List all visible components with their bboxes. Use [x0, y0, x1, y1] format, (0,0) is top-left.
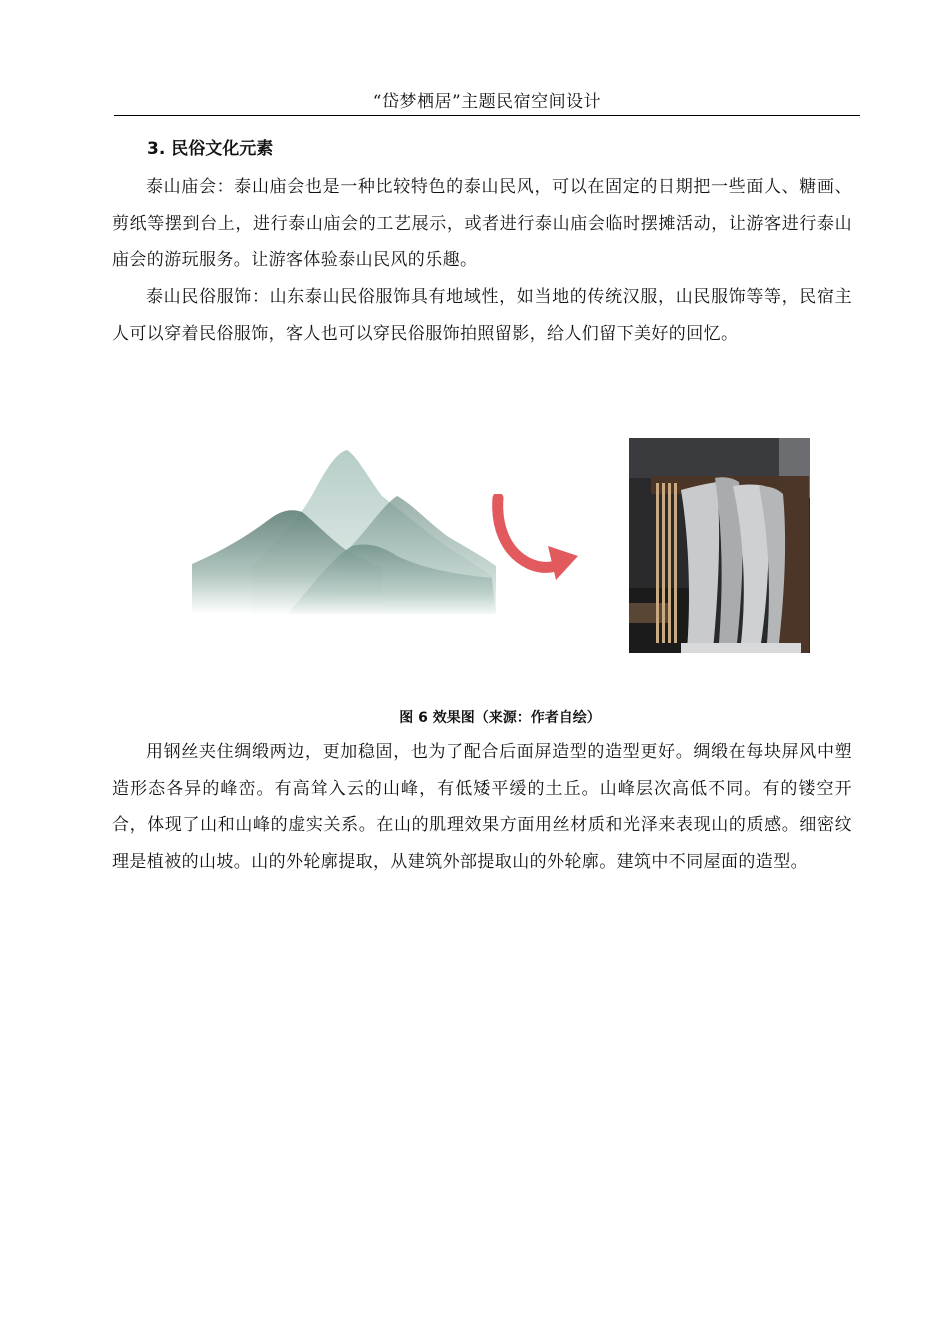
paragraph-temple-fair: 泰山庙会：泰山庙会也是一种比较特色的泰山民风，可以在固定的日期把一些面人、糖画、剪纸等摆到台上，进行泰山庙会的工艺展示，或者进行泰山庙会临时摆摊活动，让游客进行泰山庙会的游玩服务。让游客体验泰山民风的乐趣。	[112, 177, 852, 270]
curved-arrow-icon	[490, 494, 582, 582]
ink-mountain-illustration	[192, 446, 496, 614]
screen-effect-rendering	[629, 438, 810, 653]
header-rule	[114, 115, 860, 116]
paragraph-costume: 泰山民俗服饰：山东泰山民俗服饰具有地域性，如当地的传统汉服，山民服饰等等，民宿主人可以穿着民俗服饰，客人也可以穿民俗服饰拍照留影，给人们留下美好的回忆。	[112, 287, 852, 344]
paragraph-screen-description: 用钢丝夹住绸缎两边，更加稳固，也为了配合后面屏造型的造型更好。绸缎在每块屏风中塑造形态各异的峰峦。有高耸入云的山峰，有低矮平缓的土丘。山峰层次高低不同。有的镂空开合，体现了山和山峰的虚实关系。在山的肌理效果方面用丝材质和光泽来表现山的质感。细密纹理是植被的山坡。山的外轮廓提取，从建筑外部提取山的外轮廓。建筑中不同屋面的造型。	[112, 742, 852, 872]
running-header: “岱梦栖居”主题民宿空间设计	[372, 92, 602, 112]
section-heading: 3. 民俗文化元素	[147, 139, 274, 159]
figure-caption: 图 6 效果图（来源：作者自绘）	[399, 710, 601, 726]
